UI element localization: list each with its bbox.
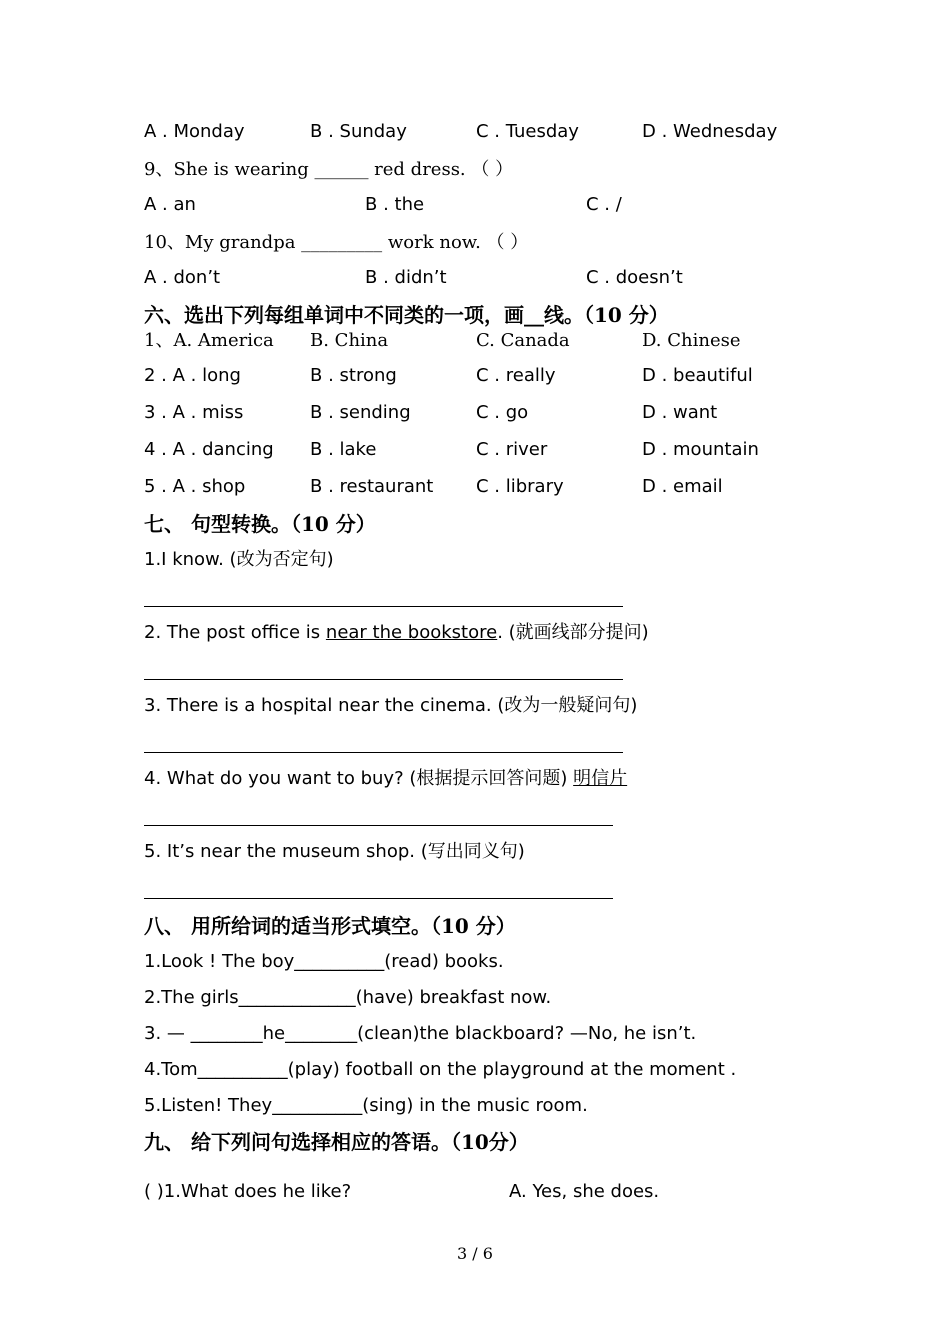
q10-option-c: C . doesn’t <box>586 267 683 288</box>
q8-option-c: C . Tuesday <box>476 121 579 142</box>
section9-title: 九、 给下列问句选择相应的答语。（10分） <box>144 1130 529 1154</box>
q8-option-b: B . Sunday <box>310 121 407 142</box>
section8-q4: 4.Tom__________(play) football on the playground at the moment . <box>144 1059 737 1080</box>
section8-q1: 1.Look ! The boy__________(read) books. <box>144 951 504 972</box>
q10-option-a: A . don’t <box>144 267 221 288</box>
section6-row-4-a: 4 . A . dancing <box>144 439 274 460</box>
section7-answer-line-5 <box>144 898 613 899</box>
q9-option-c: C . / <box>586 194 622 215</box>
section6-row-2-a: 2 . A . long <box>144 365 241 386</box>
section6-row-5-d: D . email <box>642 476 723 497</box>
q9-option-a: A . an <box>144 194 196 215</box>
section6-row-5-a: 5 . A . shop <box>144 476 246 497</box>
section6-row-4-c: C . river <box>476 439 548 460</box>
section6-row-3-d: D . want <box>642 402 718 423</box>
section8-title: 八、 用所给词的适当形式填空。（10 分） <box>144 914 516 938</box>
section6-row-2-d: D . beautiful <box>642 365 753 386</box>
q9-stem: 9、She is wearing ______ red dress. （ ） <box>144 159 514 180</box>
section7-answer-line-4 <box>144 825 613 826</box>
section6-row-3-b: B . sending <box>310 402 411 423</box>
section9-q1: ( )1.What does he like? <box>144 1181 352 1202</box>
section6-row-3-a: 3 . A . miss <box>144 402 244 423</box>
section6-row-3-c: C . go <box>476 402 529 423</box>
section8-q3: 3. — ________he________(clean)the blackboard? —No, he isn’t. <box>144 1023 697 1044</box>
section7-answer-line-3 <box>144 752 623 753</box>
q10-option-b: B . didn’t <box>365 267 447 288</box>
section7-q1: 1.I know. (改为否定句) <box>144 549 334 570</box>
section7-title: 七、 句型转换。（10 分） <box>144 512 376 536</box>
section7-q2-underlined: near the bookstore <box>325 622 498 643</box>
section6-title: 六、选出下列每组单词中不同类的一项，画__线。（10 分） <box>144 303 669 327</box>
section7-answer-line-2 <box>144 679 623 680</box>
section6-row-4-b: B . lake <box>310 439 377 460</box>
section6-row-5-c: C . library <box>476 476 564 497</box>
section6-row-4-d: D . mountain <box>642 439 759 460</box>
section6-row-1-d: D. Chinese <box>642 330 741 351</box>
section6-row-2-b: B . strong <box>310 365 397 386</box>
section6-row-1-a: 1、A. America <box>144 330 274 351</box>
section7-q2-pre: 2. The post office is <box>144 622 326 643</box>
q10-stem: 10、My grandpa _________ work now. （ ） <box>144 232 529 253</box>
section6-row-1-b: B. China <box>310 330 389 351</box>
page-number: 3 / 6 <box>457 1244 493 1263</box>
section7-q4-pre: 4. What do you want to buy? (根据提示回答问题) <box>144 768 574 789</box>
q9-option-b: B . the <box>365 194 425 215</box>
section9-answer-a: A. Yes, she does. <box>509 1181 660 1202</box>
q8-option-a: A . Monday <box>144 121 245 142</box>
section7-answer-line-1 <box>144 606 623 607</box>
q8-option-d: D . Wednesday <box>642 121 778 142</box>
section7-q4-hint: 明信片 <box>573 768 628 789</box>
section6-row-2-c: C . really <box>476 365 556 386</box>
section7-q4 <box>144 767 627 791</box>
section8-q5: 5.Listen! They__________(sing) in the music room. <box>144 1095 588 1116</box>
section7-q2 <box>144 621 649 645</box>
section7-q3: 3. There is a hospital near the cinema. (改为一般疑问句) <box>144 695 638 716</box>
section7-q2-post: . (就画线部分提问) <box>497 622 649 643</box>
section6-row-5-b: B . restaurant <box>310 476 434 497</box>
section6-row-1-c: C. Canada <box>476 330 570 351</box>
section8-q2: 2.The girls_____________(have) breakfast now. <box>144 987 552 1008</box>
section7-q5: 5. It’s near the museum shop. (写出同义句) <box>144 841 525 862</box>
